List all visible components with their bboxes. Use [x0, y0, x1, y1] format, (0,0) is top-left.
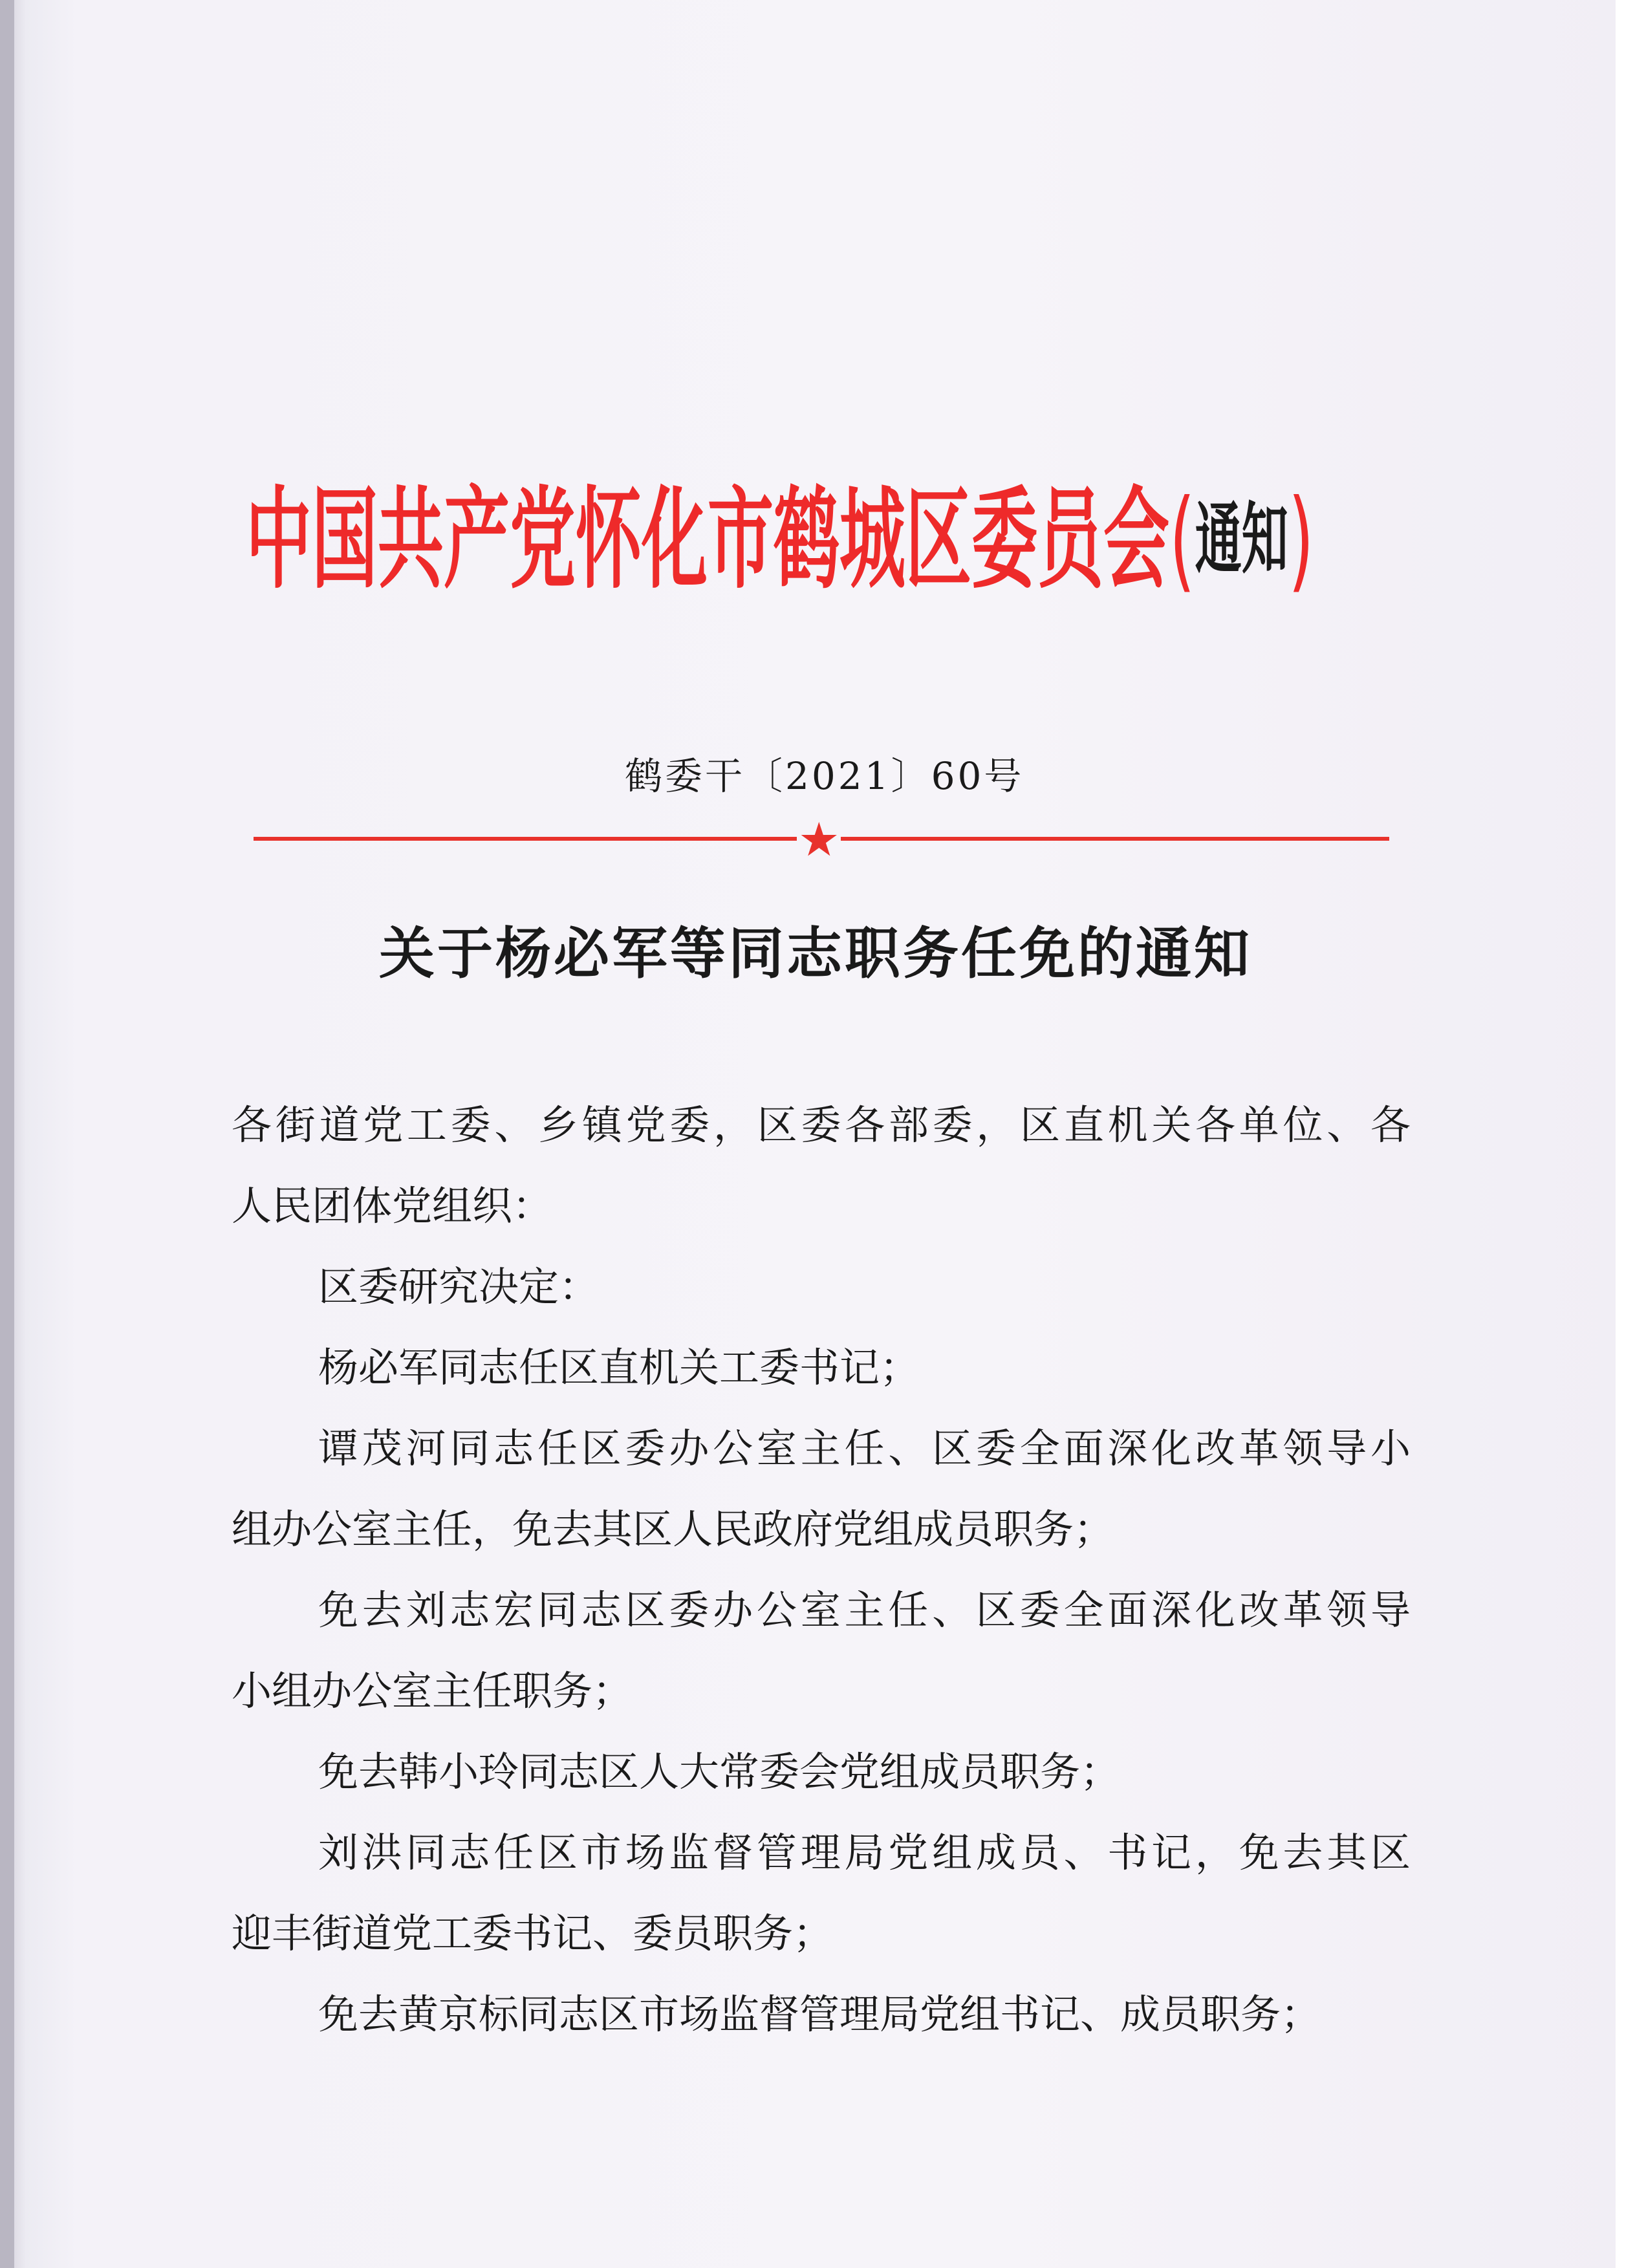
document-number: 鹤委干〔2021〕60号: [625, 754, 1024, 798]
body-line: 免去刘志宏同志区委办公室主任、区委全面深化改革领导: [318, 1586, 1411, 1634]
body-line: 区委研究决定：: [318, 1263, 600, 1310]
body-line: 各街道党工委、乡镇党委，区委各部委，区直机关各单位、各: [232, 1101, 1411, 1149]
scan-edge-right: [1616, 0, 1635, 2268]
red-divider-right: [841, 837, 1389, 841]
red-letterhead: [246, 475, 1314, 605]
letterhead-doc-type: 通知: [1195, 495, 1288, 585]
document-title: 关于杨必军等同志职务任免的通知: [379, 921, 1252, 986]
body-line: 刘洪同志任区市场监督管理局党组成员、书记，免去其区: [318, 1829, 1411, 1876]
red-divider-left: [254, 837, 797, 841]
body-line: 组办公室主任，免去其区人民政府党组成员职务；: [232, 1506, 1114, 1553]
body-line: 杨必军同志任区直机关工委书记；: [318, 1344, 920, 1391]
letterhead-paren-close: ): [1288, 476, 1314, 604]
body-line: 迎丰街道党工委书记、委员职务；: [232, 1910, 834, 1957]
letterhead-paren-open: (: [1169, 476, 1195, 604]
star-icon: ★: [798, 812, 840, 867]
body-line: 免去黄京标同志区市场监督管理局党组书记、成员职务；: [318, 1991, 1321, 2038]
body-line: 免去韩小玲同志区人大常委会党组成员职务；: [318, 1748, 1121, 1795]
body-line: 小组办公室主任职务；: [232, 1667, 633, 1714]
body-line: 人民团体党组织：: [232, 1182, 553, 1229]
body-line: 谭茂河同志任区委办公室主任、区委全面深化改革领导小: [318, 1425, 1411, 1472]
scan-edge-left: [0, 0, 14, 2268]
letterhead-org: 中国共产党怀化市鹤城区委员会: [246, 476, 1170, 604]
